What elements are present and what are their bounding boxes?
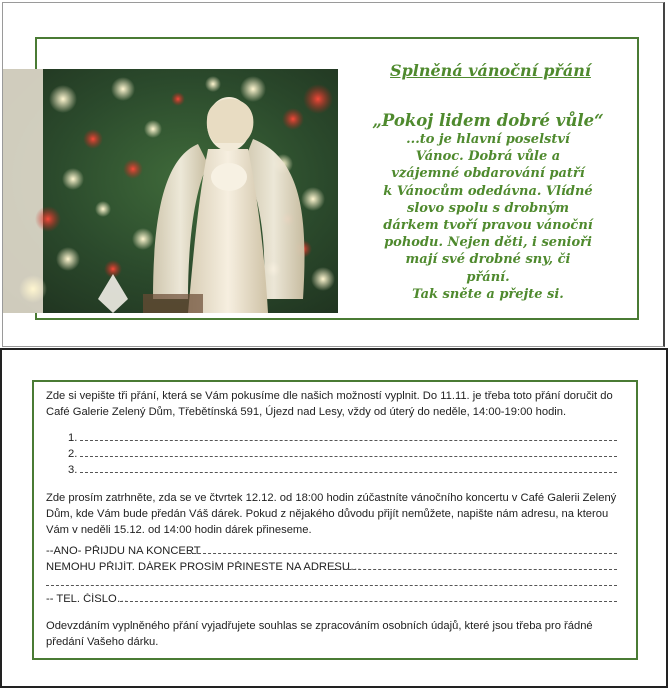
poem-line: Vánoc. Dobrá vůle a (415, 149, 561, 165)
wish-number: 1. (68, 432, 78, 444)
poem-line: Tak sněte a přejte si. (412, 286, 564, 302)
poem-line: mají své drobné sny, či (405, 252, 571, 268)
consent-line: předání Vašeho dárku. (46, 636, 159, 648)
wish-3-field[interactable] (80, 472, 617, 473)
poem-line: slovo spolu s drobným (407, 200, 569, 216)
poem-line: vzájemné obdarování patří (391, 166, 585, 182)
option-yes-line (188, 553, 617, 554)
intro-text (46, 388, 631, 420)
angel-christmas-photo (3, 69, 338, 313)
card-title: Splněná vánoční přání (390, 61, 591, 80)
greeting-card-front (2, 2, 665, 347)
wish-form-card (0, 348, 668, 688)
wish-1-field[interactable] (80, 440, 617, 441)
phone-field[interactable] (120, 601, 617, 602)
concert-line: Zde prosím zatrhněte, zda se ve čtvrtek 12.12. od 18:00 hodin zúčastníte vánočního koncertu v Café Galerii Zelený (46, 492, 617, 504)
consent-text (46, 618, 631, 650)
address-field-line2[interactable] (46, 585, 617, 586)
poem-line: pohodu. Nejen děti, i senioři (384, 235, 592, 251)
concert-line: Vám v neděli 15.12. od 14:00 hodin dárek přineseme. (46, 524, 312, 536)
wish-number: 2. (68, 448, 78, 460)
address-field[interactable] (328, 569, 617, 570)
consent-line: Odevzdáním vyplněného přání vyjadřujete souhlas se zpracováním osobních údajů, které jsou třeba pro řádné (46, 620, 593, 632)
concert-text (46, 490, 631, 538)
option-yes[interactable]: --ANO- PŘIJDU NA KONCERT (46, 545, 201, 557)
wish-2-field[interactable] (80, 456, 617, 457)
wish-number: 3. (68, 464, 78, 476)
intro-line: Café Galerie Zelený Dům, Třebětínská 591, Újezd nad Lesy, vždy od úterý do neděle, 14:00-19:00 hodin. (46, 406, 567, 418)
poem-line: ...to je hlavní poselství (406, 132, 570, 147)
poem-line: přání. (466, 269, 510, 285)
poem-line: k Vánocům odedávna. Vlídné (383, 183, 593, 199)
intro-line: Zde si vepište tři přání, která se Vám pokusíme dle našich možností vyplnit. Do 11.11. je třeba toto přání doručit do (46, 390, 613, 402)
poem-text (348, 111, 628, 303)
poem-headline: „Pokoj lidem dobré vůle“ (372, 111, 604, 130)
option-no[interactable]: NEMOHU PŘIJÍT. DÁREK PROSÍM PŘINESTE NA ADRESU… (46, 561, 362, 573)
phone-label: -- TEL. ČÍSLO… (46, 593, 128, 605)
poem-line: dárkem tvoří pravou vánoční (383, 218, 593, 234)
concert-line: Dům, kde Vám bude předán Váš dárek. Pokud z nějakého důvodu přijít nemůžete, napište nám adresu, na kterou (46, 508, 609, 520)
